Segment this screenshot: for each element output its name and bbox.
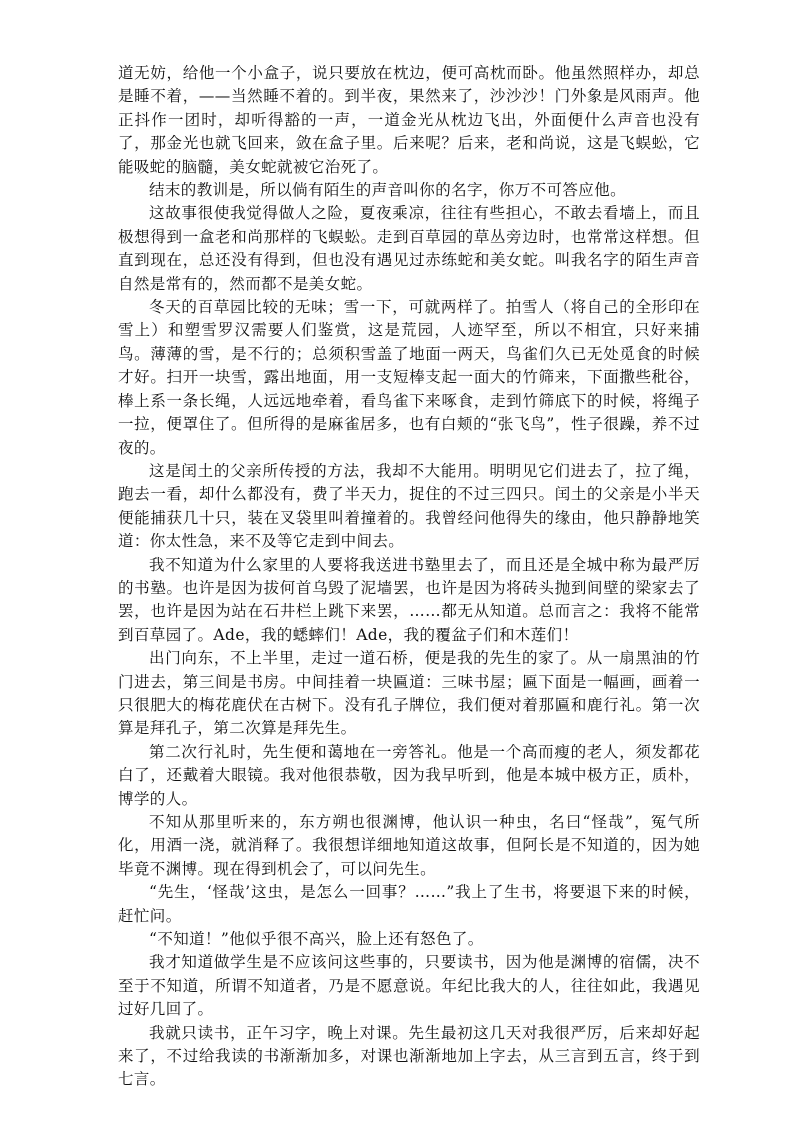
paragraph: 冬天的百草园比较的无味；雪一下，可就两样了。拍雪人（将自己的全形印在雪上）和塑雪罗汉需要人们鉴赏，这是荒园，人迹罕至，所以不相宜，只好来捕鸟。薄薄的雪，是不行的；总须积雪盖了地面一两天，鸟雀们久已无处觅食的时候才好。扫开一块雪，露出地面，用一支短棒支起一面大的竹筛来，下面撒些秕谷，棒上系一条长绳，人远远地牵着，看鸟雀下来啄食，走到竹筛底下的时候，将绳子一拉，便罩住了。但所得的是麻雀居多，也有白颊的“张飞鸟”，性子很躁，养不过夜的。 <box>118 298 700 457</box>
paragraph: 不知从那里听来的，东方朔也很渊博，他认识一种虫，名曰“怪哉”，冤气所化，用酒一浇，就消释了。我很想详细地知道这故事，但阿长是不知道的，因为她毕竟不渊博。现在得到机会了，可以问先生。 <box>118 813 700 878</box>
paragraph: 这故事很使我觉得做人之险，夏夜乘凉，往往有些担心，不敢去看墙上，而且极想得到一盒老和尚那样的飞蜈蚣。走到百草园的草丛旁边时，也常常这样想。但直到现在，总还没有得到，但也没有遇见过赤练蛇和美女蛇。叫我名字的陌生声音自然是常有的，然而都不是美女蛇。 <box>118 204 700 293</box>
paragraph: 结末的教训是，所以倘有陌生的声音叫你的名字，你万不可答应他。 <box>149 181 627 200</box>
paragraph: “先生，‘怪哉’这虫，是怎么一回事？……”我上了生书，将要退下来的时候，赶忙问。 <box>118 883 700 925</box>
paragraph: 我就只读书，正午习字，晚上对课。先生最初这几天对我很严厉，后来却好起来了，不过给我读的书渐渐加多，对课也渐渐地加上字去，从三言到五言，终于到七言。 <box>118 1023 700 1089</box>
document-page <box>118 62 700 1092</box>
paragraph: 我不知道为什么家里的人要将我送进书塾里去了，而且还是全城中称为最严厉的书塾。也许是因为拔何首乌毁了泥墙罢，也许是因为将砖头抛到间壁的梁家去了罢，也许是因为站在石井栏上跳下来罢，……都无从知道。总而言之：我将不能常到百草园了。Ade，我的蟋蟀们！Ade，我的覆盆子们和木莲们！ <box>118 555 700 644</box>
paragraph: 出门向东，不上半里，走过一道石桥，便是我的先生的家了。从一扇黑油的竹门进去，第三间是书房。中间挂着一块匾道：三味书屋；匾下面是一幅画，画着一只很肥大的梅花鹿伏在古树下。没有孔子牌位，我们便对着那匾和鹿行礼。第一次算是拜孔子，第二次算是拜先生。 <box>118 649 700 738</box>
paragraph: “不知道！”他似乎很不高兴，脸上还有怒色了。 <box>149 930 484 949</box>
paragraph: 第二次行礼时，先生便和蔼地在一旁答礼。他是一个高而瘦的老人，须发都花白了，还戴着大眼镜。我对他很恭敬，因为我早听到，他是本城中极方正，质朴，博学的人。 <box>118 742 700 808</box>
paragraph: 我才知道做学生是不应该问这些事的，只要读书，因为他是渊博的宿儒，决不至于不知道，所谓不知道者，乃是不愿意说。年纪比我大的人，往往如此，我遇见过好几回了。 <box>118 953 700 1019</box>
paragraph: 这是闰土的父亲所传授的方法，我却不大能用。明明见它们进去了，拉了绳，跑去一看，却什么都没有，费了半天力，捉住的不过三四只。闰土的父亲是小半天便能捕获几十只，装在叉袋里叫着撞着的。我曾经问他得失的缘由，他只静静地笑道：你太性急，来不及等它走到中间去。 <box>118 461 700 551</box>
paragraph: 道无妨，给他一个小盒子，说只要放在枕边，便可高枕而卧。他虽然照样办，却总是睡不着，——当然睡不着的。到半夜，果然来了，沙沙沙！门外象是风雨声。他正抖作一团时，却听得豁的一声，一道金光从枕边飞出，外面便什么声音也没有了，那金光也就飞回来，敛在盒子里。后来呢？后来，老和尚说，这是飞蜈蚣，它能吸蛇的脑髓，美女蛇就被它治死了。 <box>118 64 700 176</box>
